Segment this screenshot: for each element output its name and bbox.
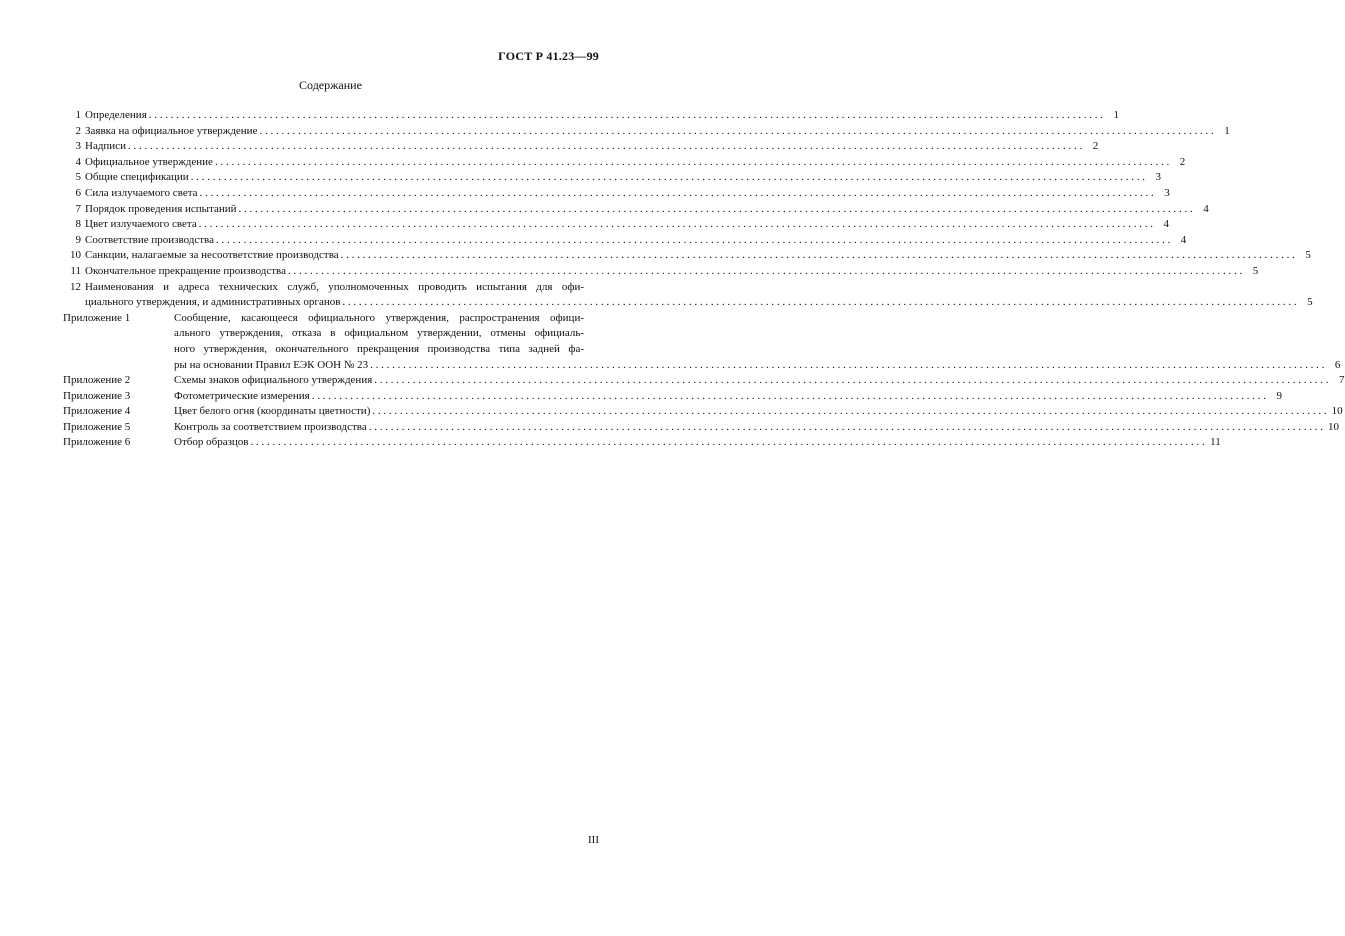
toc-leader-dots xyxy=(340,295,1296,311)
toc-entry-page: 1 xyxy=(1113,109,1120,121)
toc-entry[interactable] xyxy=(63,139,1099,155)
toc-entry-title: Надписи xyxy=(85,140,126,153)
toc-entry-title-line: ры на основании Правил ЕЭК ООН № 23 xyxy=(174,358,369,371)
toc-entry[interactable] xyxy=(63,202,1209,218)
toc-entry-page: 3 xyxy=(1164,186,1170,199)
toc-entry-page: 2 xyxy=(1092,140,1099,153)
toc-entry-title: Схемы знаков официального утверждения xyxy=(174,374,373,387)
toc-entry-title: Сила излучаемого света xyxy=(85,186,198,199)
toc-entry-number: 3 xyxy=(75,140,81,153)
toc-entry-page: 1 xyxy=(1224,124,1230,137)
toc-entry-title: Цвет излучаемого света xyxy=(85,218,197,231)
toc-appendix-label: Приложение 1 xyxy=(63,311,131,324)
toc-entry-title-line: ального утверждения, отказа в официальном утверждении, отмены официаль- xyxy=(174,327,584,340)
toc-entry[interactable] xyxy=(63,170,1161,186)
toc-appendix-entry[interactable] xyxy=(63,373,1345,389)
toc-entry[interactable] xyxy=(63,155,1186,171)
toc-entry-number: 4 xyxy=(75,155,81,168)
toc-appendix-entry[interactable] xyxy=(63,404,1343,420)
toc-entry-title: Контроль за соответствием производства xyxy=(174,420,367,433)
toc-entry-number: 5 xyxy=(75,171,81,184)
toc-appendix-label: Приложение 4 xyxy=(63,405,131,418)
toc-appendix-label: Приложение 5 xyxy=(63,420,131,433)
toc-entry-title-line: циального утверждения, и административных органов xyxy=(85,296,341,309)
toc-entry[interactable] xyxy=(63,217,1169,233)
toc-entry-number: 7 xyxy=(75,202,81,215)
toc-entry-page: 5 xyxy=(1252,264,1259,277)
table-of-contents xyxy=(63,108,1345,451)
toc-leader-dots xyxy=(249,435,1205,451)
toc-entry-title-line: ного утверждения, окончательного прекращения производства типа задней фа- xyxy=(174,342,584,355)
toc-appendix-entry[interactable] xyxy=(63,420,1339,436)
toc-entry-number: 10 xyxy=(70,249,81,262)
toc-entry-title: Санкции, налагаемые за несоответствие производства xyxy=(85,249,339,262)
toc-leader-dots xyxy=(197,217,1153,233)
toc-leader-dots xyxy=(310,389,1266,405)
toc-appendix-label: Приложение 3 xyxy=(63,389,131,402)
toc-entry-page: 2 xyxy=(1179,155,1186,168)
toc-entry-page: 9 xyxy=(1276,389,1282,402)
toc-entry[interactable] xyxy=(63,280,1313,311)
toc-leader-dots xyxy=(126,139,1082,155)
toc-entry-page: 11 xyxy=(1210,436,1221,449)
toc-appendix-entry[interactable] xyxy=(63,389,1282,405)
toc-entry-number: 1 xyxy=(75,109,81,121)
toc-appendix-entry[interactable] xyxy=(63,435,1221,451)
toc-leader-dots xyxy=(257,124,1213,140)
toc-appendix-entry[interactable] xyxy=(63,311,1341,373)
toc-leader-dots xyxy=(147,108,1103,124)
toc-entry[interactable] xyxy=(63,186,1170,202)
toc-entry-number: 8 xyxy=(75,218,81,231)
toc-entry-page: 4 xyxy=(1180,233,1187,246)
toc-leader-dots xyxy=(189,170,1145,186)
toc-entry-title: Заявка на официальное утверждение xyxy=(85,124,258,137)
toc-entry-number: 2 xyxy=(75,124,81,137)
toc-leader-dots xyxy=(286,264,1242,280)
toc-entry-title-line: Сообщение, касающееся официального утверждения, распространения офици- xyxy=(174,311,584,324)
toc-entry-title: Окончательное прекращение производства xyxy=(85,264,286,277)
toc-leader-dots xyxy=(370,404,1326,420)
toc-entry-number: 6 xyxy=(75,186,81,199)
toc-entry-page: 3 xyxy=(1155,171,1161,184)
document-code: ГОСТ Р 41.23—99 xyxy=(498,49,599,63)
toc-entry-page: 4 xyxy=(1163,218,1169,231)
toc-entry[interactable] xyxy=(63,248,1311,264)
toc-leader-dots xyxy=(339,248,1295,264)
toc-entry-title: Фотометрические измерения xyxy=(174,389,310,402)
toc-appendix-label: Приложение 6 xyxy=(63,436,131,449)
toc-entry[interactable] xyxy=(63,264,1259,280)
toc-entry-title: Цвет белого огня (координаты цветности) xyxy=(174,405,371,418)
toc-entry-title: Официальное утверждение xyxy=(85,155,213,168)
toc-leader-dots xyxy=(368,358,1324,374)
toc-entry-page: 5 xyxy=(1305,249,1311,262)
toc-entry-title: Отбор образцов xyxy=(174,436,249,449)
toc-entry[interactable] xyxy=(63,124,1230,140)
toc-entry-number: 9 xyxy=(75,233,81,246)
toc-entry-title: Общие спецификации xyxy=(85,171,189,184)
toc-entry-number: 11 xyxy=(70,264,81,277)
toc-entry-number: 12 xyxy=(70,280,81,293)
toc-title: Содержание xyxy=(299,78,362,92)
toc-entry-title: Определения xyxy=(85,109,147,121)
toc-leader-dots xyxy=(237,202,1193,218)
toc-appendix-label: Приложение 2 xyxy=(63,374,131,387)
toc-entry-page: 4 xyxy=(1203,202,1209,215)
page-number: III xyxy=(588,834,599,846)
toc-leader-dots xyxy=(198,186,1154,202)
toc-leader-dots xyxy=(372,373,1328,389)
toc-entry[interactable] xyxy=(63,108,1120,124)
toc-entry-page: 10 xyxy=(1331,405,1343,418)
toc-leader-dots xyxy=(213,155,1169,171)
toc-leader-dots xyxy=(367,420,1323,436)
toc-entry-page: 6 xyxy=(1334,358,1341,371)
toc-entry-page: 7 xyxy=(1339,374,1345,387)
toc-entry-page: 10 xyxy=(1327,420,1339,433)
toc-leader-dots xyxy=(214,233,1170,249)
toc-entry-page: 5 xyxy=(1307,296,1313,309)
toc-entry-title: Соответствие производства xyxy=(85,233,214,246)
toc-entry-title: Порядок проведения испытаний xyxy=(85,202,237,215)
toc-entry-title-line: Наименования и адреса технических служб, уполномоченных проводить испытания для офи- xyxy=(85,280,584,293)
toc-entry[interactable] xyxy=(63,233,1187,249)
